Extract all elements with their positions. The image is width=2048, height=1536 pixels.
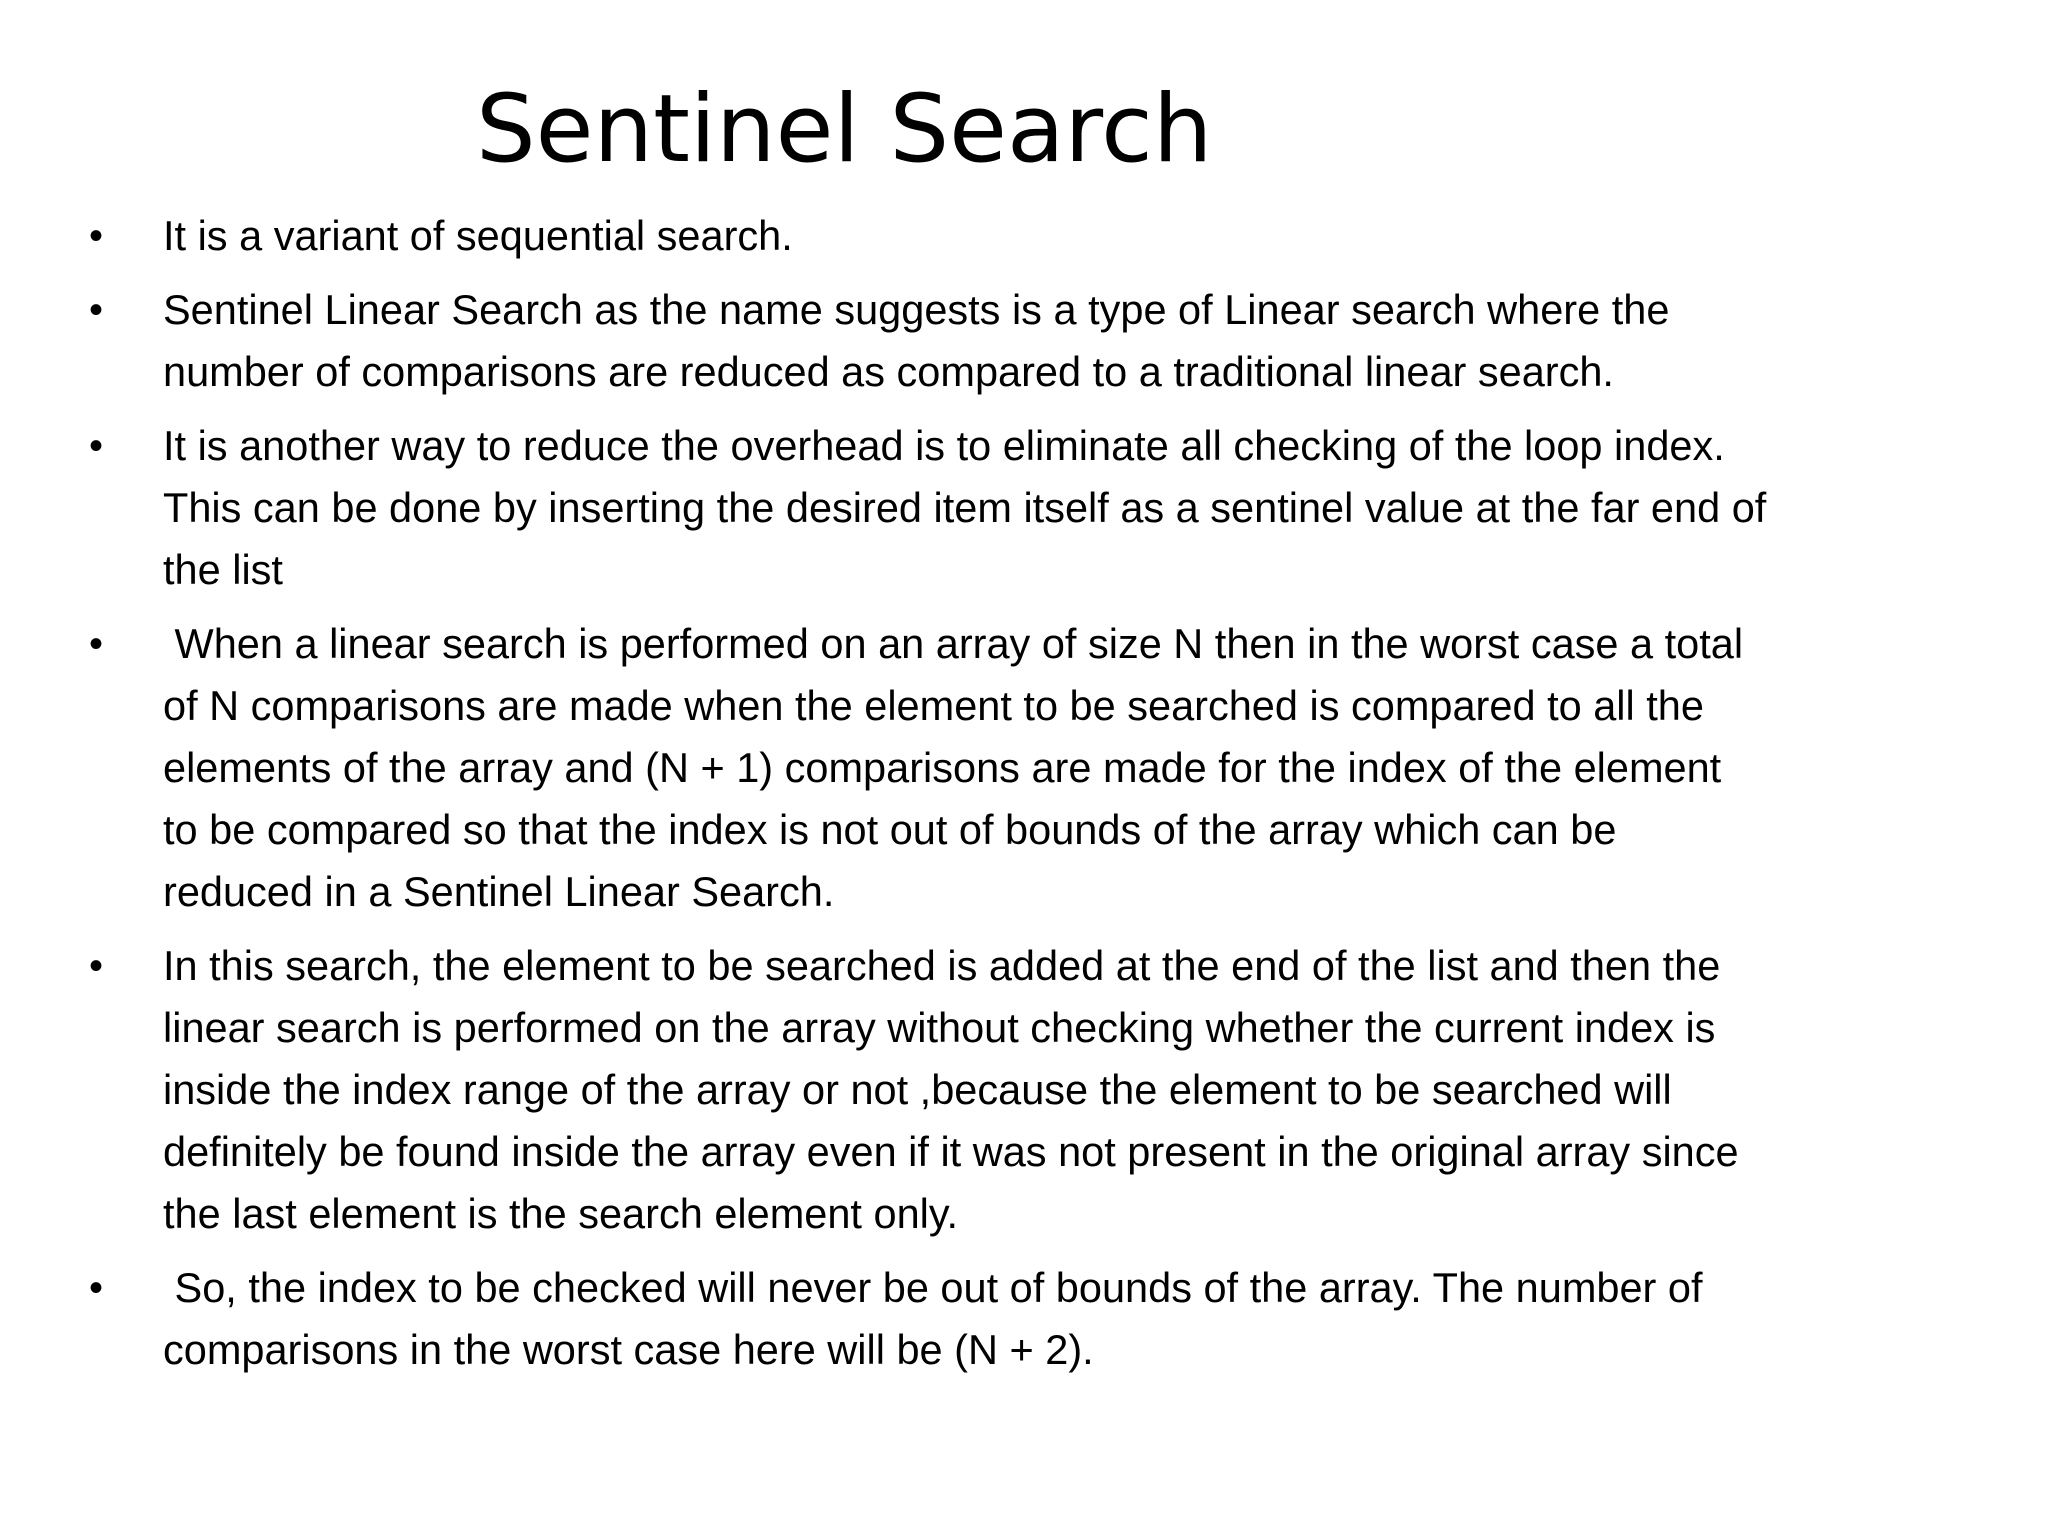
bullet-text <box>163 415 2008 601</box>
bullet-line: elements of the array and (N + 1) comparisons are made for the index of the element <box>163 744 1722 791</box>
bullet-marker: • <box>88 1266 103 1310</box>
bullet-line: So, the index to be checked will never be out of bounds of the array. The number of <box>163 1264 1703 1311</box>
bullet-marker: • <box>88 944 103 988</box>
bullet-marker: • <box>88 214 103 258</box>
bullet-marker: • <box>88 424 103 468</box>
bullet-line: reduced in a Sentinel Linear Search. <box>163 868 835 915</box>
bullet-line: the last element is the search element only. <box>163 1190 959 1237</box>
bullet-text <box>163 279 2008 403</box>
bullet-item <box>0 415 2048 601</box>
bullet-text <box>163 613 2008 923</box>
bullet-line: linear search is performed on the array without checking whether the current index is <box>163 1004 1716 1051</box>
bullet-marker: • <box>88 622 103 666</box>
slide-title: Sentinel Search <box>476 75 1213 184</box>
bullet-marker: • <box>88 288 103 332</box>
bullet-item <box>0 613 2048 923</box>
bullet-line: In this search, the element to be searched is added at the end of the list and then the <box>163 942 1721 989</box>
bullet-item <box>0 935 2048 1245</box>
bullet-line: of N comparisons are made when the element to be searched is compared to all the <box>163 682 1704 729</box>
bullet-item <box>0 205 2048 267</box>
bullet-line: the list <box>163 546 283 593</box>
bullet-item <box>0 1257 2048 1381</box>
bullet-text <box>163 935 2008 1245</box>
bullet-line: Sentinel Linear Search as the name suggests is a type of Linear search where the <box>163 286 1670 333</box>
bullet-line: number of comparisons are reduced as compared to a traditional linear search. <box>163 348 1614 395</box>
bullet-line: comparisons in the worst case here will be (N + 2). <box>163 1326 1094 1373</box>
bullet-item <box>0 279 2048 403</box>
bullet-line: When a linear search is performed on an array of size N then in the worst case a total <box>163 620 1744 667</box>
bullet-line: to be compared so that the index is not out of bounds of the array which can be <box>163 806 1617 853</box>
bullet-line: This can be done by inserting the desired item itself as a sentinel value at the far end of <box>163 484 1767 531</box>
bullet-list <box>0 205 2048 1393</box>
bullet-line: definitely be found inside the array even if it was not present in the original array since <box>163 1128 1739 1175</box>
bullet-line: It is another way to reduce the overhead is to eliminate all checking of the loop index. <box>163 422 1725 469</box>
bullet-line: inside the index range of the array or not ,because the element to be searched will <box>163 1066 1672 1113</box>
bullet-text <box>163 205 2008 267</box>
bullet-line: It is a variant of sequential search. <box>163 212 793 259</box>
bullet-text <box>163 1257 2008 1381</box>
